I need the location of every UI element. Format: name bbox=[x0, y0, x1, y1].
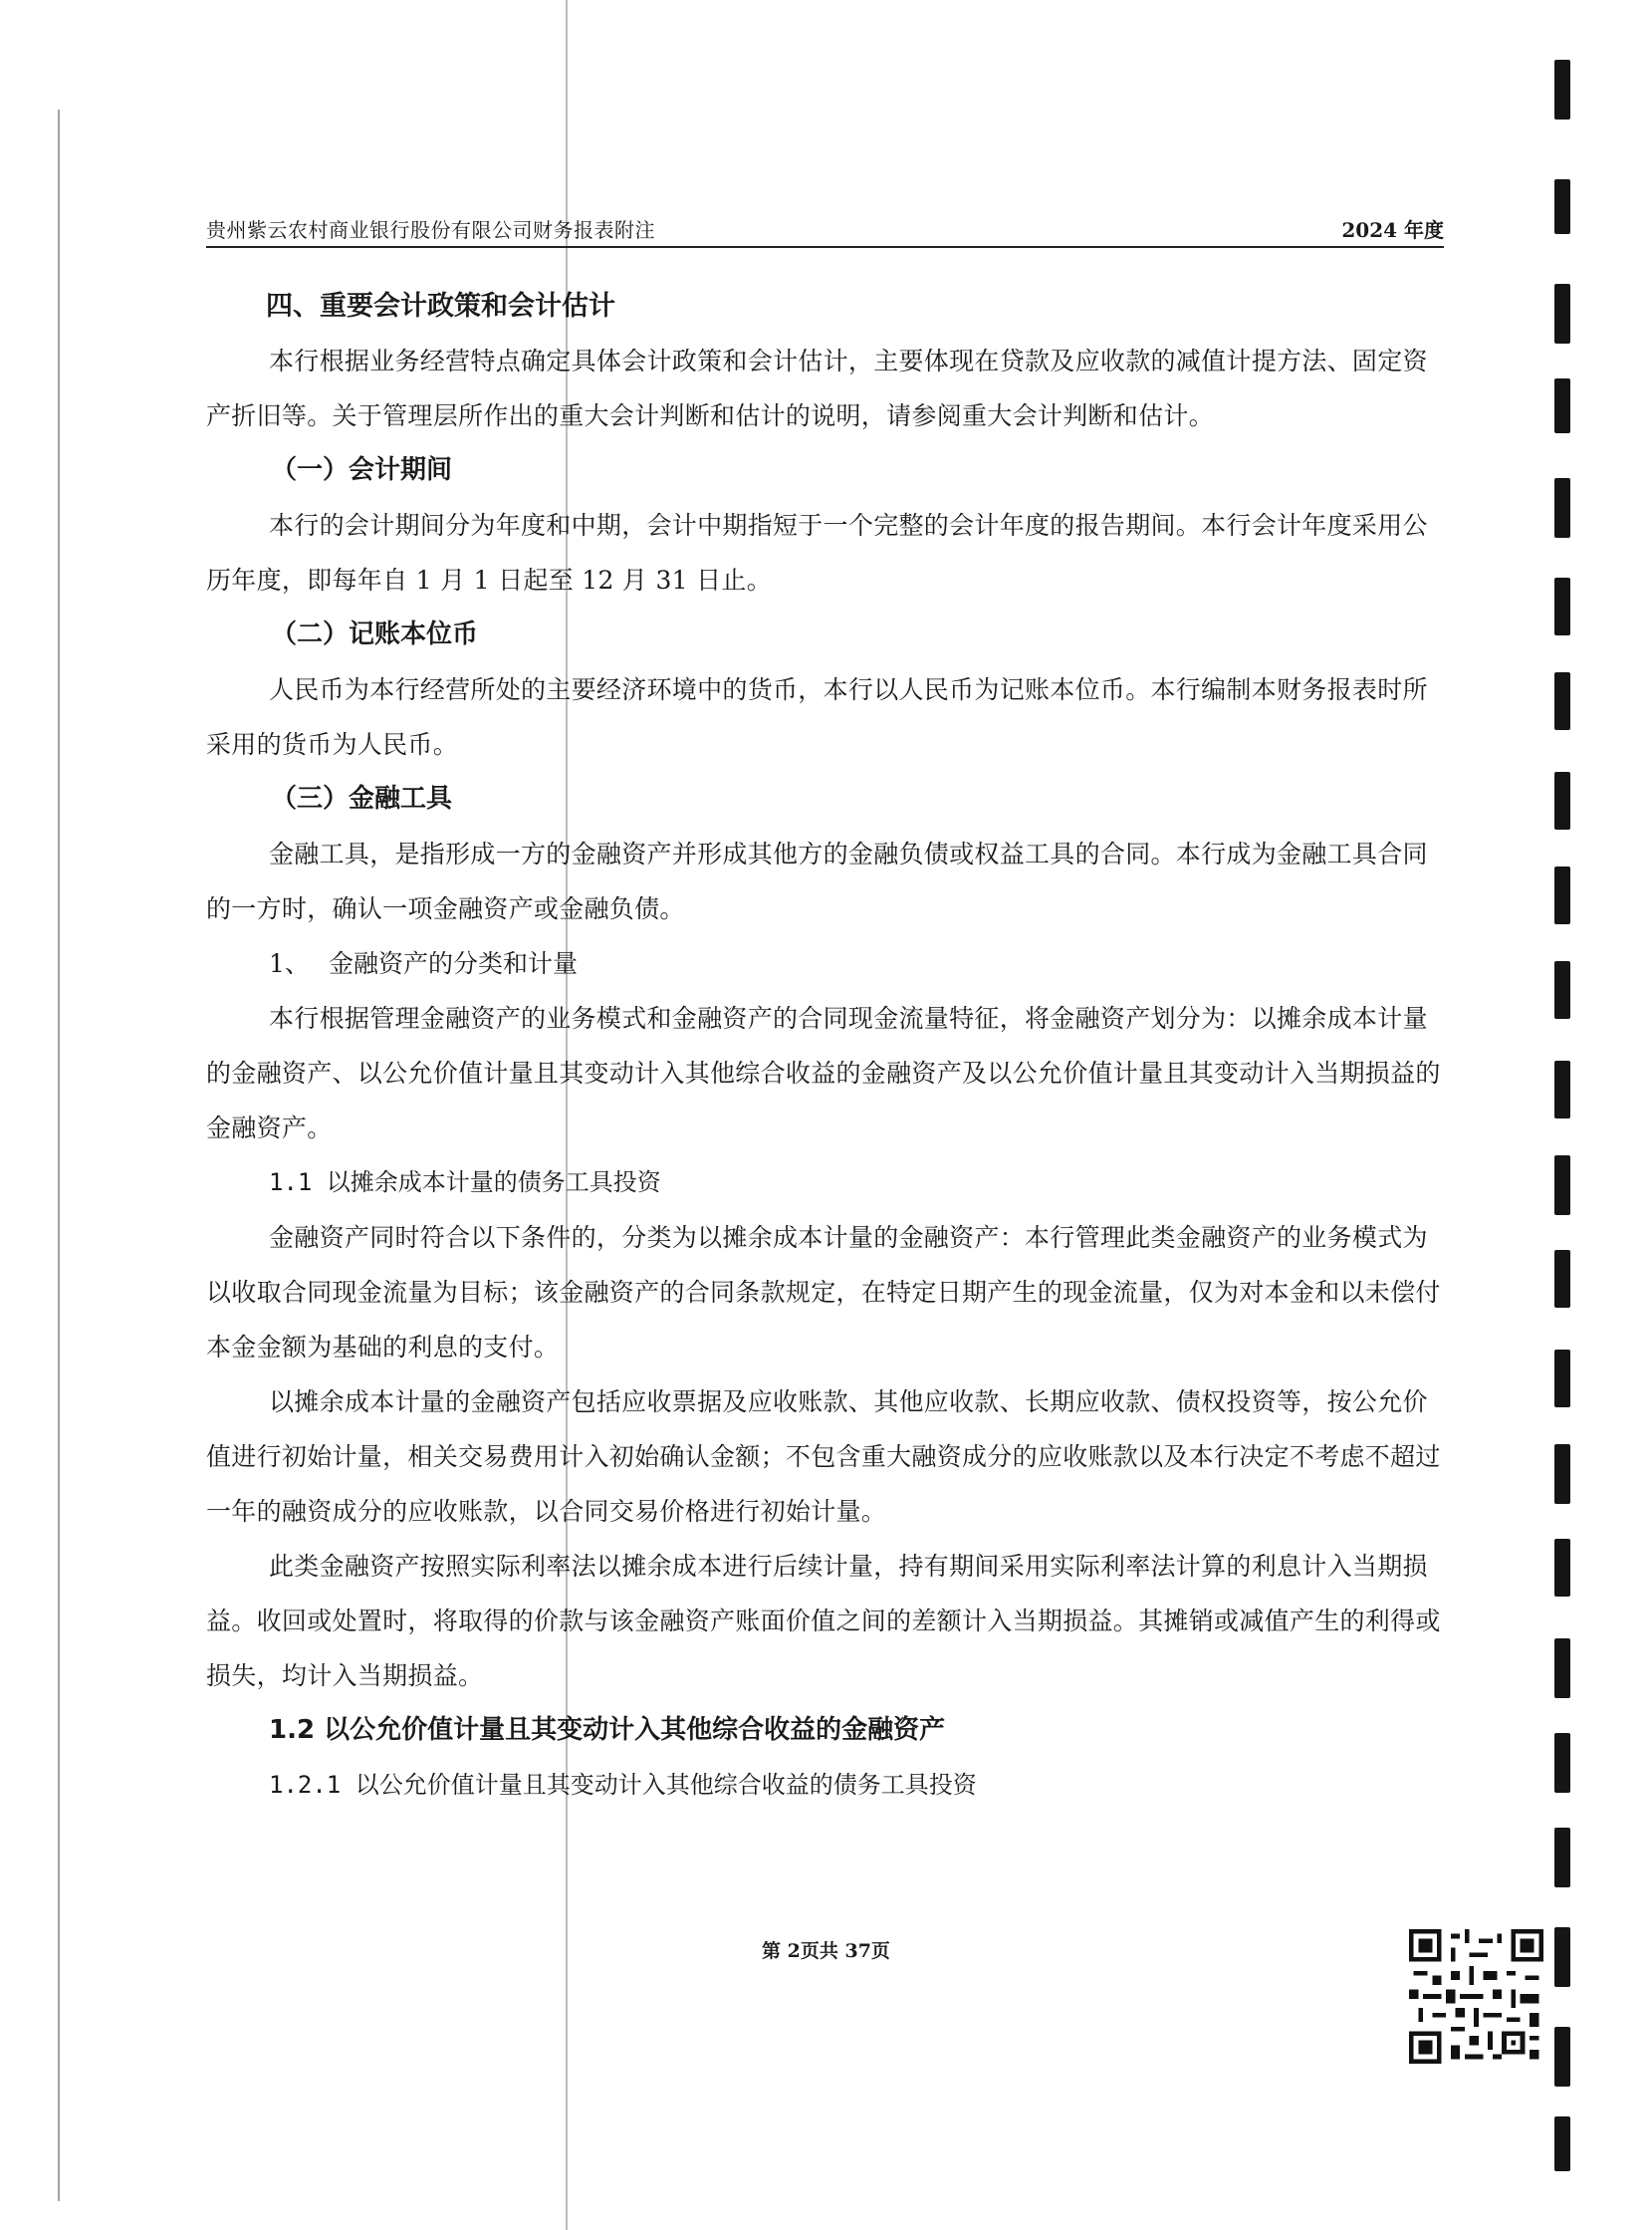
qr-code-icon bbox=[1409, 1929, 1543, 2064]
subsection-heading-currency: （二）记账本位币 bbox=[271, 619, 479, 649]
header-year: 2024 年度 bbox=[1341, 218, 1444, 242]
subsection-heading-accounting-period: （一）会计期间 bbox=[271, 455, 453, 485]
item-number: 1、 bbox=[269, 949, 310, 978]
page-number: 第 2页共 37页 bbox=[762, 1940, 890, 1962]
amortized-cost-paragraph-1: 金融资产同时符合以下条件的，分类为以摊余成本计量的金融资产：本行管理此类金融资产的业务模式为以收取合同现金流量为目标；该金融资产的合同条款规定，在特定日期产生的现金流量，仅为对本金和以未偿付本金金额为基础的利息的支付。 bbox=[206, 1223, 1441, 1362]
item-title: 金融资产的分类和计量 bbox=[329, 949, 579, 978]
classification-paragraph: 本行根据管理金融资产的业务模式和金融资产的合同现金流量特征，将金融资产划分为：以摊余成本计量的金融资产、以公允价值计量且其变动计入其他综合收益的金融资产及以公允价值计量且其变动计入当期损益的金融资产。 bbox=[206, 1004, 1441, 1142]
amortized-cost-paragraph-2: 以摊余成本计量的金融资产包括应收票据及应收账款、其他应收款、长期应收款、债权投资等，按公允价值进行初始计量，相关交易费用计入初始确认金额；不包含重大融资成分的应收账款以及本行决定不考虑不超过一年的融资成分的应收账款，以合同交易价格进行初始计量。 bbox=[206, 1387, 1441, 1526]
document-body bbox=[206, 279, 1444, 1813]
header-title: 贵州紫云农村商业银行股份有限公司财务报表附注 bbox=[206, 218, 655, 242]
binding-holes bbox=[1550, 60, 1576, 2171]
subheading-1-2-1: 1.2.1 以公允价值计量且其变动计入其他综合收益的债务工具投资 bbox=[269, 1771, 977, 1799]
intro-paragraph: 本行根据业务经营特点确定具体会计政策和会计估计，主要体现在贷款及应收款的减值计提方法、固定资产折旧等。关于管理层所作出的重大会计判断和估计的说明，请参阅重大会计判断和估计。 bbox=[206, 347, 1428, 430]
accounting-period-paragraph: 本行的会计期间分为年度和中期，会计中期指短于一个完整的会计年度的报告期间。本行会计年度采用公历年度，即每年自 1 月 1 日起至 12 月 31 日止。 bbox=[206, 511, 1428, 595]
item-heading-classification bbox=[206, 936, 1444, 991]
section-heading: 四、重要会计政策和会计估计 bbox=[266, 291, 615, 322]
amortized-cost-paragraph-3: 此类金融资产按照实际利率法以摊余成本进行后续计量，持有期间采用实际利率法计算的利息计入当期损益。收回或处置时，将取得的价款与该金融资产账面价值之间的差额计入当期损益。其摊销或减值产生的利得或损失，均计入当期损益。 bbox=[206, 1552, 1441, 1690]
financial-instruments-paragraph: 金融工具，是指形成一方的金融资产并形成其他方的金融负债或权益工具的合同。本行成为金融工具合同的一方时，确认一项金融资产或金融负债。 bbox=[206, 840, 1428, 923]
page-header bbox=[206, 212, 1444, 248]
subheading-1-2: 1.2 以公允价值计量且其变动计入其他综合收益的金融资产 bbox=[269, 1715, 946, 1745]
currency-paragraph: 人民币为本行经营所处的主要经济环境中的货币，本行以人民币为记账本位币。本行编制本财务报表时所采用的货币为人民币。 bbox=[206, 675, 1428, 759]
subheading-1-1: 1.1 以摊余成本计量的债务工具投资 bbox=[269, 1168, 661, 1196]
scan-edge-line bbox=[58, 110, 60, 2201]
subsection-heading-financial-instruments: （三）金融工具 bbox=[271, 784, 453, 814]
